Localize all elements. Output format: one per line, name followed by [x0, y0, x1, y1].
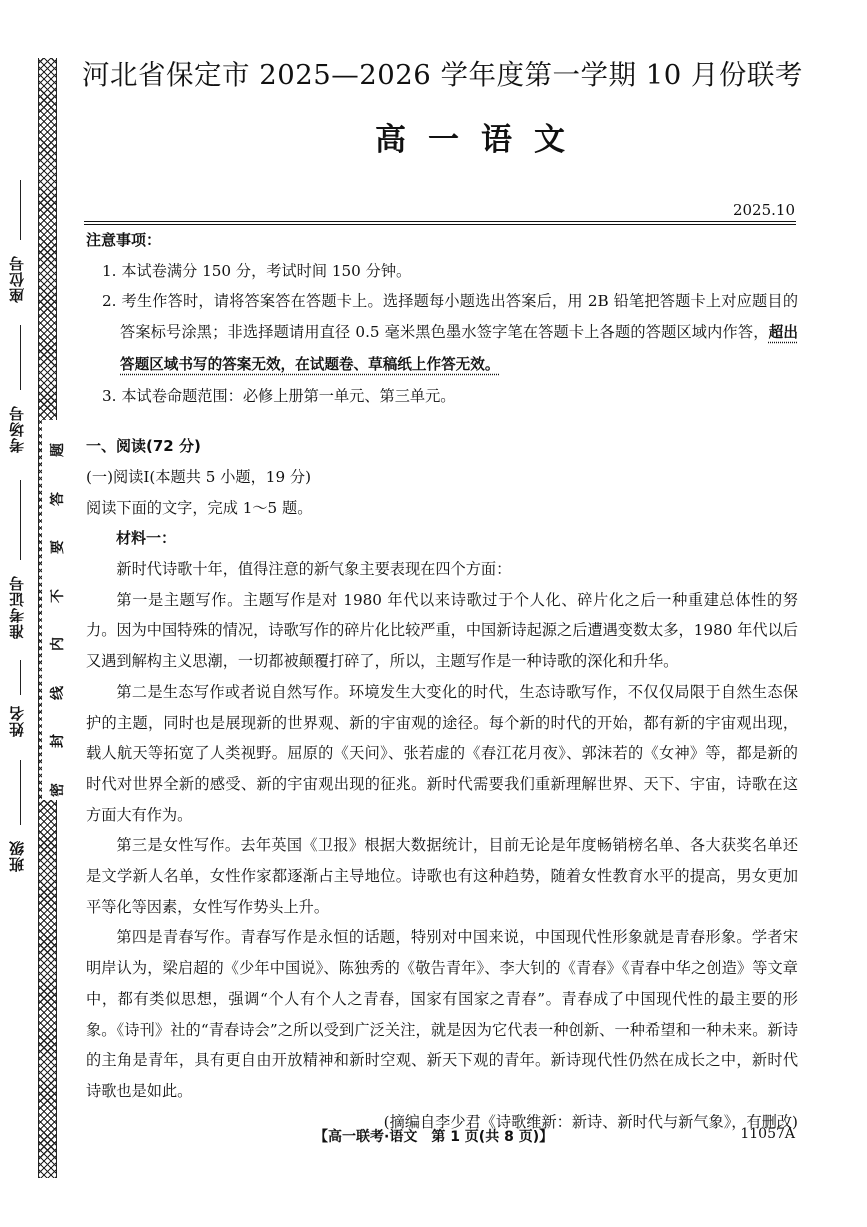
seat-number-label: 座位号 — [8, 255, 26, 303]
name-label: 姓名 — [8, 705, 26, 737]
section-heading: 一、阅读(72 分) — [86, 437, 201, 456]
room-line — [20, 325, 21, 390]
paragraph-4: 第四是青春写作。青春写作是永恒的话题，特别对中国来说，中国现代性形象就是青春形象。学者宋明岸认为，梁启超的《少年中国说》、陈独秀的《敬告青年》、李大钊的《青春》《青春中华之创造》等文章中，都有类似思想，强调“个人有个人之青春，国家有国家之青春”。青春成了中国现代性的最主要的形象。《诗刊》社的“青春诗会”之所以受到广泛关注，就是因为它代表一种创新、一种希望和一种未来。新诗的主角是青年，具有更自由开放精神和新时空观、新天下观的青年。新诗现代性仍然在成长之中，新时代诗歌也是如此。 — [86, 928, 798, 1100]
seal-char: 封 — [50, 734, 66, 749]
notice-item-3: 3. 本试卷命题范围：必修上册第一单元、第三单元。 — [102, 386, 456, 405]
footer-page-info: 【高一联考·语文 第 1 页(共 8 页)】 — [314, 1129, 554, 1145]
source-citation: (摘编自李少君《诗歌维新：新诗、新时代与新气象》，有删改) — [383, 1112, 798, 1131]
footer-code: 11057A — [740, 1126, 795, 1142]
seal-char: 要 — [50, 540, 66, 555]
material-label: 材料一： — [116, 529, 177, 548]
notice-item-2-emphasis: 超出答题区域书写的答案无效，在试题卷、草稿纸上作答无效。 — [120, 324, 798, 373]
paragraph-1: 第一是主题写作。主题写作是对 1980 年代以来诗歌过于个人化、碎片化之后一种重建总体性的努力。因为中国特殊的情况，诗歌写作的碎片化比较严重，中国新诗起源之后遭遇变数太多，1980 年代以后又遇到解构主义思潮，一切都被颠覆打碎了，所以，主题写作是一种诗歌的深化和升华。 — [86, 590, 798, 671]
paragraph-3: 第三是女性写作。去年英国《卫报》根据大数据统计，目前无论是年度畅销榜名单、各大获奖名单还是文学新人名单，女性作家都逐渐占主导地位。诗歌也有这种趋势，随着女性教育水平的提高，男女更加平等化等因素，女性写作势头上升。 — [86, 836, 798, 916]
instruction: 阅读下面的文字，完成 1～5 题。 — [86, 498, 313, 517]
page-footer — [0, 1126, 867, 1150]
exam-id-label: 准考证号 — [8, 575, 26, 639]
class-line — [20, 760, 21, 825]
seat-line — [20, 180, 21, 240]
class-label: 班级 — [8, 840, 26, 872]
seal-char: 密 — [50, 782, 66, 797]
paragraph-2: 第二是生态写作或者说自然写作。环境发生大变化的时代，生态诗歌写作，不仅仅局限于自然生态保护的主题，同时也是展现新的世界观、新的宇宙观的途径。每个新的时代的开始，都有新的宇宙观出现，载人航天等拓宽了人类视野。屈原的《天问》、张若虚的《春江花月夜》、郭沫若的《女神》等，都是新的时代对世界全新的感受、新的宇宙观出现的征兆。新时代需要我们重新理解世界、天下、宇宙，诗歌在这方面大有作为。 — [86, 682, 798, 824]
notice-item-2 — [86, 286, 798, 380]
seal-char: 答 — [50, 491, 66, 506]
exam-id-line — [20, 480, 21, 560]
notice-item-1: 1. 本试卷满分 150 分，考试时间 150 分钟。 — [102, 261, 412, 280]
seal-notice — [45, 440, 69, 800]
seal-char: 不 — [50, 588, 66, 603]
paragraph-0: 新时代诗歌十年，值得注意的新气象主要表现在四个方面： — [116, 560, 512, 579]
notice-heading: 注意事项： — [86, 231, 162, 249]
exam-title: 河北省保定市 2025—2026 学年度第一学期 10 月份联考 — [82, 59, 803, 91]
exam-date: 2025.10 — [732, 201, 795, 219]
seal-char: 线 — [50, 685, 66, 700]
seal-char: 题 — [50, 443, 66, 457]
spacer — [86, 411, 798, 431]
subject-title: 高一语文 — [375, 122, 587, 158]
seal-char: 内 — [50, 637, 66, 652]
subsection-heading: (一)阅读Ⅰ(本题共 5 小题，19 分) — [86, 467, 312, 486]
name-line — [20, 660, 21, 695]
page-content — [86, 225, 798, 1137]
room-number-label: 考场号 — [8, 405, 26, 453]
notice-item-2-text: 2. 考生作答时，请将答案答在答题卡上。选择题每小题选出答案后，用 2B 铅笔把答题卡上对应题目的答案标号涂黑；非选择题请用直径 0.5 毫米黑色墨水签字笔在答题卡上各题的答题区域内作答， — [102, 292, 798, 342]
header-rule-top — [84, 221, 796, 222]
